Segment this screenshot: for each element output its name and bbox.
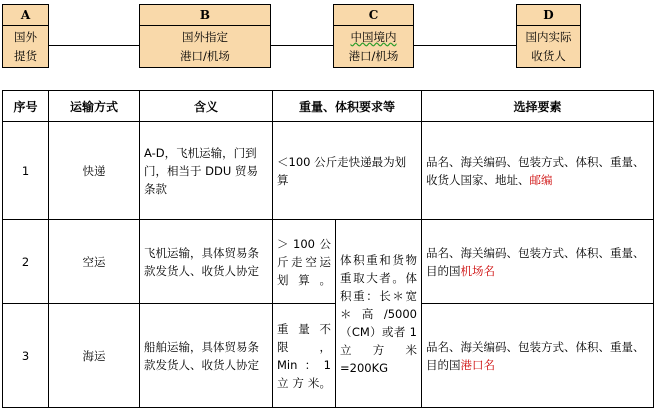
table-row (3, 220, 654, 304)
flow-box-letter: D (517, 5, 580, 26)
row-mode: 海运 (49, 304, 140, 408)
elements-text: 品名、海关编码、包装方式、体积、重量、目的国 (426, 245, 645, 278)
row-elements (422, 122, 654, 220)
table-header-row (3, 91, 654, 122)
flow-box-d (516, 4, 581, 68)
elements-highlight: 机场名 (460, 263, 496, 278)
flow-connector-b-c (271, 45, 333, 46)
row-elements (422, 304, 654, 408)
row-no: 2 (3, 220, 49, 304)
flow-box-letter: B (140, 5, 270, 26)
flow-box-text: 国内实际 (525, 30, 572, 44)
row-weight: ＜100 公斤走快递最为划算 (273, 122, 422, 220)
row-meaning: 船舶运输，具体贸易条款发货人、收货人协定 (140, 304, 273, 408)
shipping-methods-table (2, 90, 654, 408)
row-meaning: 飞机运输，具体贸易条款发货人、收货人协定 (140, 220, 273, 304)
flow-box-letter: C (334, 5, 413, 26)
flow-box-c (333, 4, 414, 68)
row-meaning: A-D，飞机运输，门到门，相当于 DDU 贸易条款 (140, 122, 273, 220)
flow-box-text: 国外指定 (182, 30, 228, 44)
row-mode: 空运 (49, 220, 140, 304)
row-no: 1 (3, 122, 49, 220)
row-elements (422, 220, 654, 304)
shared-volume-note: 体积重和货物重取大者。体积重：长＊宽＊高/5000（CM）或者 1 立方米=200KG (336, 220, 422, 408)
elements-highlight: 邮编 (529, 172, 553, 187)
header-meaning: 含义 (140, 91, 273, 122)
flow-connector-c-d (414, 45, 516, 46)
flow-box-b (139, 4, 271, 68)
header-mode: 运输方式 (49, 91, 140, 122)
row-no: 3 (3, 304, 49, 408)
table-row (3, 122, 654, 220)
row-mode: 快递 (49, 122, 140, 220)
header-elements: 选择要素 (422, 91, 654, 122)
flow-box-text: 中国境内 (350, 30, 397, 44)
flow-box-text: 国外 (14, 30, 37, 44)
elements-text: 品名、海关编码、包装方式、体积、重量、目的国 (426, 339, 645, 372)
flow-box-text: 提货 (14, 49, 37, 63)
flow-box-a (2, 4, 49, 68)
table-row (3, 304, 654, 408)
flow-connector-a-b (49, 45, 139, 46)
row-weight: 重量不限，Min：1 立 方 米。 (273, 304, 336, 408)
header-weight: 重量、体积要求等 (273, 91, 422, 122)
elements-highlight: 港口名 (460, 357, 496, 372)
flow-box-letter: A (3, 5, 48, 26)
header-no: 序号 (3, 91, 49, 122)
elements-text: 品名、海关编码、包装方式、体积、重量、收货人国家、地址、 (426, 154, 645, 187)
row-weight: ＞ 100 公斤走空运划算。 (273, 220, 336, 304)
flow-box-text: 收货人 (531, 49, 566, 63)
flow-box-text: 港口/机场 (348, 49, 399, 63)
flow-box-text: 港口/机场 (180, 49, 230, 63)
